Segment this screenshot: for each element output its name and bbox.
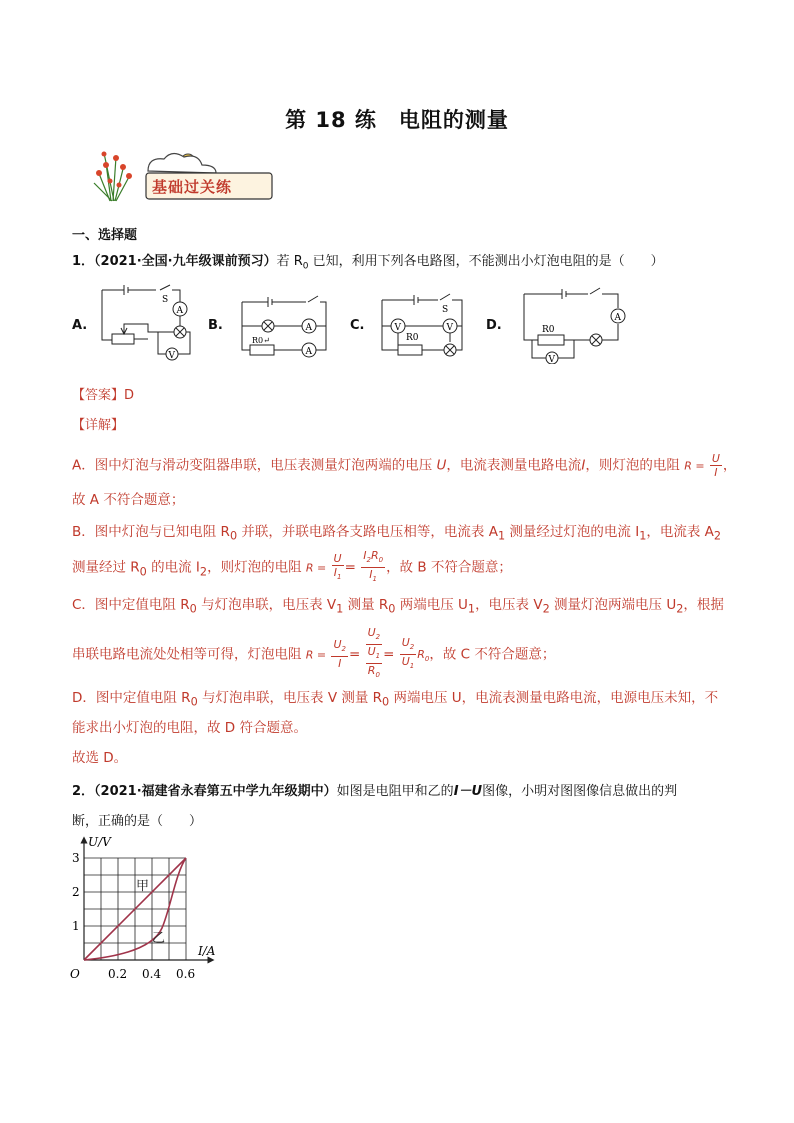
option-c-label: C. (350, 318, 365, 333)
y-axis-label: U/V (88, 835, 111, 849)
option-d-label: D. (486, 318, 502, 333)
y-tick-2: 2 (72, 885, 80, 899)
circuit-diagram-b (236, 292, 332, 362)
x-tick-06: 0.6 (176, 967, 196, 981)
question-2-stem-line2: 断，正确的是（ ） (72, 814, 203, 829)
explanation-b-line2: 测量经过 $R_0$ 的电流 $I_2$，则灯泡的电阻 R = $\frac{U}{I_1}$ = $\frac{I_2R_0}{I_1}$ ，故 B 不符合题意； (72, 549, 512, 584)
explanation-c-line2: 串联电路电流处处相等可得，灯泡电阻 R = $\frac{U_2}{I}$ = $U_2$ $U_1$ $R_0$ = $\frac{U_2}{U_1}$ $R_0$，故 C 不符合题意； (72, 626, 556, 680)
section-heading: 一、选择题 (72, 228, 138, 243)
series-a-label: 甲 (136, 879, 150, 894)
y-tick-3: 3 (72, 851, 80, 865)
question-2-stem-line1: 2．（2021·福建省永春第五中学九年级期中）如图是电阻甲和乙的I－U图像，小明对图图像信息做出的判 (72, 784, 678, 799)
option-b-label: B. (208, 318, 223, 333)
option-a-label: A. (72, 318, 88, 333)
svg-text:V: V (548, 355, 555, 364)
switch-label: S (162, 295, 169, 305)
detail-tag: 【详解】 (72, 418, 125, 433)
voltmeter-label: V (168, 351, 175, 361)
x-axis-label: I/A (198, 944, 216, 958)
svg-text:S: S (442, 305, 449, 315)
origin-label: O (70, 967, 80, 981)
svg-text:A: A (614, 313, 621, 323)
svg-text:V: V (394, 323, 401, 333)
r0-label: R0↵ (252, 336, 270, 345)
circuit-diagram-a (96, 282, 196, 364)
page-title: 第 18 练 电阻的测量 (285, 108, 509, 132)
final-choice: 故选 D。 (72, 750, 128, 766)
ammeter-label: A (176, 306, 183, 316)
banner-label: 基础过关练 (152, 178, 233, 196)
svg-text:V: V (446, 323, 453, 333)
answer-line: 【答案】D (72, 388, 135, 403)
explanation-d-line2: 能求出小灯泡的电阻，故 D 符合题意。 (72, 720, 307, 736)
explanation-a-line2: 故 A 不符合题意； (72, 492, 185, 508)
svg-text:R0: R0 (542, 325, 555, 335)
x-tick-04: 0.4 (142, 967, 162, 981)
cloud-icon (148, 153, 216, 173)
svg-text:A: A (305, 323, 312, 333)
section-banner (86, 143, 276, 205)
svg-text:R0: R0 (406, 333, 419, 343)
explanation-b-line1: B．图中灯泡与已知电阻 $R_0$ 并联，并联电路各支路电压相等，电流表 $A_1$ 测量经过灯泡的电流 $I_1$，电流表 $A_2$ (72, 524, 722, 543)
svg-text:A: A (305, 347, 312, 357)
explanation-c-line1: C．图中定值电阻 $R_0$ 与灯泡串联，电压表 $V_1$ 测量 $R_0$ 两端电压 $U_1$，电压表 $V_2$ 测量灯泡两端电压 $U_2$，根据 (72, 597, 724, 616)
series-b-label: 乙 (152, 931, 166, 946)
circuit-diagram-c (376, 290, 472, 362)
iu-graph (66, 832, 236, 984)
explanation-d-line1: D．图中定值电阻 $R_0$ 与灯泡串联，电压表 V 测量 $R_0$ 两端电压 U，电流表测量电路电流，电源电压未知，不 (72, 690, 719, 709)
explanation-a-line1: A．图中灯泡与滑动变阻器串联，电压表测量灯泡两端的电压 U，电流表测量电路电流I，则灯泡的电阻 R = $\frac{U}{I}$ ， (72, 452, 737, 479)
y-tick-1: 1 (72, 919, 80, 933)
question-1-stem: 1．（2021·全国·九年级课前预习）若 $R_0$ 已知，利用下列各电路图，不能测出小灯泡电阻的是（ ） (72, 254, 664, 272)
x-tick-02: 0.2 (108, 967, 128, 981)
circuit-diagram-d (518, 286, 630, 364)
